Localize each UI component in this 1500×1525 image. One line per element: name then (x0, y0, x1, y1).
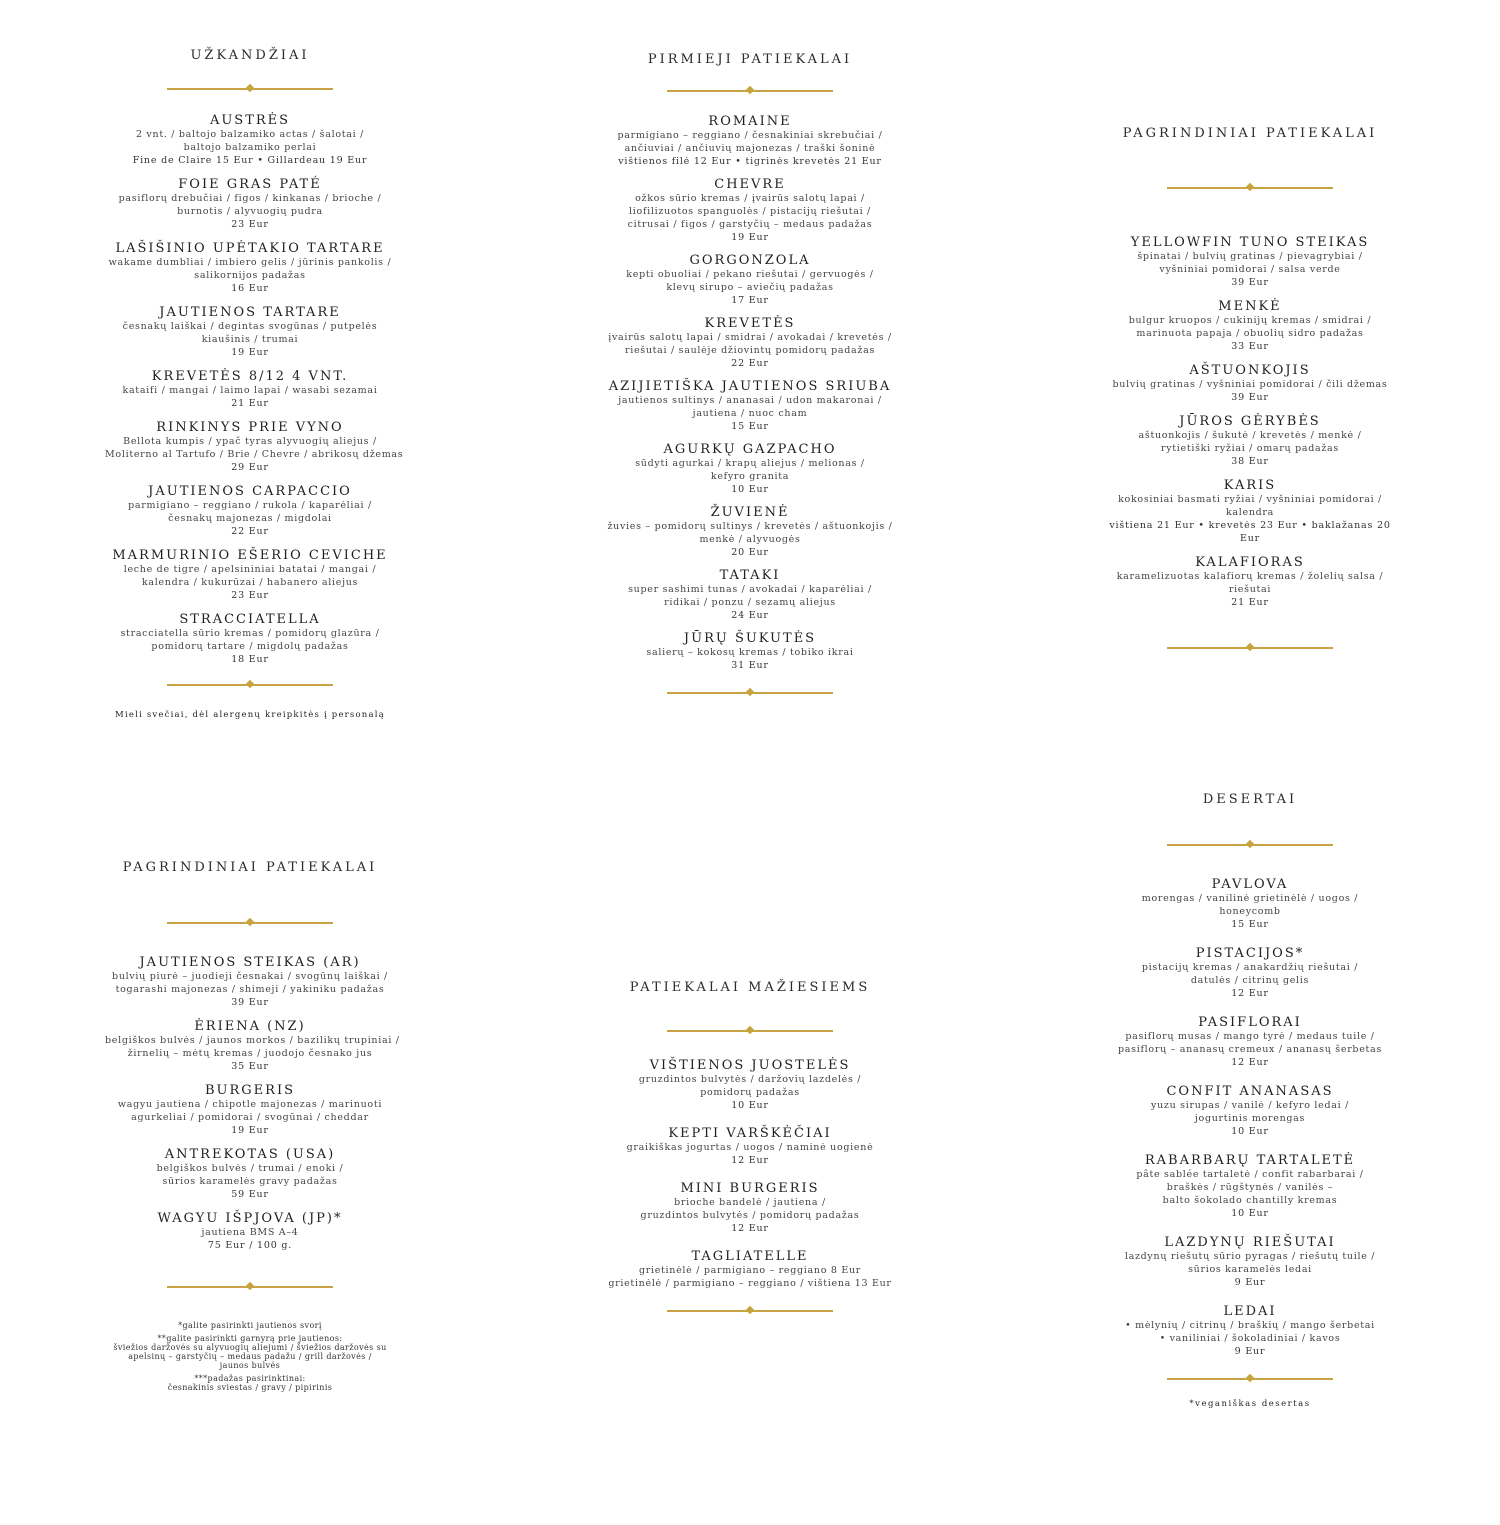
description-line: 2 vnt. / baltojo balzamiko actas / šalotai / (135, 129, 365, 140)
menu-item-price: 10 Eur (731, 1100, 769, 1111)
menu-item-name: PASIFLORAI (1198, 1015, 1302, 1030)
menu-item-name: BURGERIS (204, 1083, 295, 1098)
description-line: belgiškos bulvės / jaunos morkos / bazilikų trupiniai / (105, 1035, 400, 1046)
menu-item-price: 23 Eur (231, 219, 269, 230)
menu-item-name: LAŠIŠINIO UPĖTAKIO TARTARE (115, 241, 385, 256)
description-line: gruzdintos bulvytės / pomidorų padažas (640, 1210, 860, 1221)
menu-item-description (605, 646, 895, 659)
description-line: karamelizuotas kalafiorų kremas / žolelių salsa / (1116, 571, 1384, 582)
description-line: pasiflorų musas / mango tyrė / medaus tuile / (1125, 1031, 1375, 1042)
menu-item-description (605, 331, 895, 357)
description-line: klevų sirupo – aviečių padažas (666, 282, 834, 293)
menu-item-price: 15 Eur (731, 421, 769, 432)
menu-item (605, 1058, 895, 1112)
menu-item-description (1105, 378, 1395, 391)
description-line: kepti obuoliai / pekano riešutai / gervuogės / (626, 269, 874, 280)
menu-item-name: AŠTUONKOJIS (1189, 363, 1311, 378)
gold-divider (167, 1282, 333, 1292)
menu-item-description (1105, 493, 1395, 519)
section-uzkandziai (105, 48, 404, 720)
menu-item (105, 1147, 395, 1201)
description-line: įvairūs salotų lapai / smidrai / avokadai / krevetės / (608, 332, 892, 343)
allergen-note: Mieli svečiai, dėl alergenų kreipkitės į personalą (115, 710, 385, 720)
menu-item (1105, 1015, 1395, 1069)
gold-divider (667, 86, 833, 96)
menu-item (1105, 414, 1395, 468)
menu-item (105, 305, 395, 359)
menu-item (1105, 235, 1395, 289)
menu-item-name: WAGYU IŠPJOVA (JP)* (157, 1211, 343, 1226)
description-line: bulvių gratinas / vyšniniai pomidorai / čili džemas (1112, 379, 1388, 390)
description-line: kalendra / kukurūzai / habanero aliejus (141, 577, 359, 588)
description-line: grietinėlė / parmigiano – reggiano 8 Eur (638, 1265, 862, 1276)
menu-item-name: MENKĖ (1218, 299, 1282, 314)
gold-divider (167, 918, 333, 928)
menu-item (105, 177, 395, 231)
description-line: yuzu sirupas / vanilė / kefyro ledai / (1151, 1100, 1349, 1111)
gold-divider (1167, 643, 1333, 653)
description-line: pasiflorų drebučiai / figos / kinkanas / brioche / (118, 193, 382, 204)
description-line: menkė / alyvuogės (699, 534, 801, 545)
menu-item-price: 17 Eur (731, 295, 769, 306)
footnote-line: **galite pasirinkti garnyrą prie jautienos: (157, 1334, 343, 1343)
footnote-line: šviežios daržovės su alyvuogių aliejumi / šviežios daržovės su (113, 1343, 387, 1352)
description-line: brioche bandelė / jautiena / (674, 1197, 826, 1208)
menu-item-price: 10 Eur (1231, 1208, 1269, 1219)
menu-item-price: 19 Eur (731, 232, 769, 243)
description-line: stracciatella sūrio kremas / pomidorų glazūra / (120, 628, 380, 639)
menu-item-list (605, 1058, 895, 1290)
menu-item (105, 1019, 400, 1073)
description-line: česnakų majonezas / migdolai (168, 513, 332, 524)
menu-item-name: TAGLIATELLE (691, 1249, 809, 1264)
menu-item-name: CONFIT ANANASAS (1166, 1084, 1334, 1099)
menu-item-price: 23 Eur (231, 590, 269, 601)
description-line: wagyu jautiena / chipotle majonezas / marinuoti (117, 1099, 383, 1110)
menu-item-description (105, 1162, 395, 1188)
menu-item-name: LEDAI (1223, 1304, 1277, 1319)
menu-item-name: KEPTI VARŠKĖČIAI (668, 1126, 832, 1141)
menu-item (605, 379, 895, 433)
description-line: burnotis / alyvuogių pudra (177, 206, 323, 217)
beef-footnotes (105, 1321, 395, 1392)
menu-item (105, 1211, 395, 1252)
menu-item-price: 9 Eur (1234, 1346, 1266, 1357)
description-line: kataifi / mangai / laimo lapai / wasabi sezamai (122, 385, 378, 396)
menu-item-price: vištiena 21 Eur • krevetės 23 Eur • baklažanas 20 Eur (1109, 520, 1391, 544)
section-title: PAGRINDINIAI PATIEKALAI (1122, 126, 1378, 141)
gold-divider (1167, 183, 1333, 193)
menu-item-name: MARMURINIO EŠERIO CEVICHE (112, 548, 388, 563)
description-line: leche de tigre / apelsininiai batatai / mangai / (123, 564, 377, 575)
menu-item (605, 1249, 895, 1290)
menu-item-name: JŪROS GĖRYBĖS (1179, 414, 1321, 429)
description-line: honeycomb (1219, 906, 1281, 917)
menu-item-description (1105, 961, 1395, 987)
description-line: baltojo balzamiko perlai (183, 142, 317, 153)
menu-item-name: YELLOWFIN TUNO STEIKAS (1130, 235, 1370, 250)
menu-item-description (105, 1226, 395, 1239)
description-line: pomidorų padažas (700, 1087, 800, 1098)
menu-item (605, 253, 895, 307)
section-title: DESERTAI (1202, 792, 1298, 807)
menu-item (1105, 877, 1395, 931)
description-line: togarashi majonezas / shimeji / yakiniku padažas (115, 984, 385, 995)
menu-item (605, 631, 895, 672)
menu-item (605, 442, 895, 496)
menu-item (605, 114, 895, 168)
menu-item-price: 39 Eur (1231, 277, 1269, 288)
menu-item (605, 316, 895, 370)
menu-item (1105, 555, 1395, 609)
description-line: sūrios karamelės gravy padažas (162, 1176, 338, 1187)
description-line: pâte sablée tartaletė / confit rabarbarai / (1136, 1169, 1364, 1180)
menu-item-price: 31 Eur (731, 660, 769, 671)
menu-item-description (105, 320, 395, 346)
menu-item-price: 38 Eur (1231, 456, 1269, 467)
description-line: kalendra (1225, 507, 1275, 518)
menu-item-description (105, 1034, 400, 1060)
description-line: belgiškos bulvės / trumai / enoki / (156, 1163, 344, 1174)
menu-item-price: Fine de Claire 15 Eur • Gillardeau 19 Eur (132, 155, 368, 166)
menu-item (1105, 1153, 1395, 1220)
menu-item-description (1105, 892, 1395, 918)
menu-item-name: ROMAINE (708, 114, 792, 129)
menu-item-name: RABARBARŲ TARTALETĖ (1144, 1153, 1356, 1168)
section-title: PAGRINDINIAI PATIEKALAI (122, 860, 378, 875)
menu-item-name: STRACCIATELLA (179, 612, 321, 627)
menu-item-description (105, 1098, 395, 1124)
menu-item-description (605, 394, 895, 420)
menu-item (105, 484, 395, 538)
menu-item (105, 420, 404, 474)
menu-item-description (1105, 1168, 1395, 1207)
description-line: wakame dumbliai / imbiero gelis / jūrinis pankolis / (108, 257, 392, 268)
menu-item-description (105, 627, 395, 653)
description-line: morengas / vanilinė grietinėlė / uogos / (1141, 893, 1359, 904)
description-line: vyšniniai pomidorai / salsa verde (1159, 264, 1341, 275)
description-line: aštuonkojis / šukutė / krevetės / menkė / (1138, 430, 1362, 441)
menu-item-description (605, 1196, 895, 1222)
menu-item-name: KREVETĖS (704, 316, 796, 331)
menu-item-price: 19 Eur (231, 347, 269, 358)
description-line: braškės / rūgštynės / vanilės – (1166, 1182, 1334, 1193)
menu-item-name: LAZDYNŲ RIEŠUTAI (1164, 1235, 1336, 1250)
description-line: jautiena BMS A–4 (201, 1227, 299, 1238)
description-line: • vaniliniai / šokoladiniai / kavos (1159, 1333, 1341, 1344)
menu-item-description (1105, 1250, 1395, 1276)
menu-item-name: FOIE GRAS PATÉ (178, 177, 322, 192)
menu-item-description (105, 384, 395, 397)
menu-item-price: 20 Eur (731, 547, 769, 558)
menu-item-name: AUSTRĖS (209, 113, 291, 128)
description-line: grietinėlė / parmigiano – reggiano / vištiena 13 Eur (608, 1278, 892, 1289)
menu-item-description (605, 1264, 895, 1290)
menu-item-price: vištienos filė 12 Eur • tigrinės krevetės 21 Eur (618, 156, 882, 167)
menu-item (605, 1126, 895, 1167)
menu-item-price: 29 Eur (231, 462, 269, 473)
menu-item (105, 955, 395, 1009)
menu-item (1105, 946, 1395, 1000)
description-line: ožkos sūrio kremas / įvairūs salotų lapai / (635, 193, 865, 204)
section-title: UŽKANDŽIAI (190, 48, 310, 63)
menu-item (1105, 299, 1395, 353)
menu-item-description (1105, 250, 1395, 276)
menu-item-name: KREVETĖS 8/12 4 VNT. (151, 369, 349, 384)
menu-item-name: ŽUVIENĖ (710, 505, 790, 520)
menu-item-name: PISTACIJOS* (1195, 946, 1305, 961)
footnote-line: jaunos bulvės (219, 1361, 281, 1370)
menu-item-list (105, 113, 404, 666)
menu-item-price: 24 Eur (731, 610, 769, 621)
menu-item-list (605, 114, 895, 672)
description-line: datulės / citrinų gelis (1190, 975, 1310, 986)
menu-item-name: JAUTIENOS CARPACCIO (148, 484, 352, 499)
menu-item-description (605, 457, 895, 483)
menu-item (105, 612, 395, 666)
menu-item (105, 113, 395, 167)
menu-item (605, 505, 895, 559)
menu-item-price: 10 Eur (1231, 1126, 1269, 1137)
description-line: salikornijos padažas (194, 270, 306, 281)
menu-item-price: 15 Eur (1231, 919, 1269, 930)
gold-divider (1167, 1374, 1333, 1384)
description-line: žuvies – pomidorų sultinys / krevetės / aštuonkojis / (607, 521, 893, 532)
menu-item-price: 12 Eur (731, 1155, 769, 1166)
menu-item-name: KALAFIORAS (1195, 555, 1305, 570)
menu-item-description (605, 129, 895, 155)
menu-item-description (105, 128, 395, 154)
menu-item-name: PAVLOVA (1211, 877, 1289, 892)
menu-item-price: 75 Eur / 100 g. (207, 1240, 293, 1251)
menu-item-description (605, 268, 895, 294)
description-line: graikiškas jogurtas / uogos / naminė uogienė (626, 1142, 874, 1153)
footnote-line: ***padažas pasirinktinai: (194, 1374, 306, 1383)
description-line: kokosiniai basmati ryžiai / vyšniniai pomidorai / (1118, 494, 1382, 505)
menu-item-price: 21 Eur (1231, 597, 1269, 608)
menu-item-description (605, 192, 895, 231)
description-line: žirnelių – mėtų kremas / juodojo česnako jus (127, 1048, 373, 1059)
menu-item-name: VIŠTIENOS JUOSTELĖS (649, 1058, 851, 1073)
menu-item-description (105, 192, 395, 218)
menu-item-name: JAUTIENOS STEIKAS (AR) (139, 955, 361, 970)
menu-item-name: MINI BURGERIS (680, 1181, 820, 1196)
description-line: sūrios karamelės ledai (1188, 1264, 1312, 1275)
description-line: jautienos sultinys / ananasai / udon makaronai / (618, 395, 882, 406)
menu-item-description (105, 435, 404, 461)
section-pirmieji (605, 52, 895, 698)
menu-item-description (1105, 429, 1395, 455)
gold-divider (667, 1306, 833, 1316)
description-line: pasiflorų – ananasų cremeux / ananasų šerbetas (1118, 1044, 1382, 1055)
description-line: bulvių piurė – juodieji česnakai / svogūnų laiškai / (112, 971, 388, 982)
menu-item (605, 177, 895, 244)
description-line: riešutai / saulėje džiovintų pomidorų padažas (624, 345, 876, 356)
menu-item (1105, 1084, 1395, 1138)
menu-item (605, 1181, 895, 1235)
description-line: pistacijų kremas / anakardžių riešutai / (1141, 962, 1359, 973)
menu-item-price: 21 Eur (231, 398, 269, 409)
section-title: PIRMIEJI PATIEKALAI (647, 52, 853, 67)
description-line: ančiuviai / ančiuvių majonezas / traški šoninė (624, 143, 876, 154)
menu-item-name: RINKINYS PRIE VYNO (156, 420, 344, 435)
menu-item-description (105, 256, 395, 282)
menu-item-price: 39 Eur (231, 997, 269, 1008)
description-line: Moliterno al Tartufo / Brie / Chevre / abrikosų džemas (105, 449, 404, 460)
footnote-line: apelsinų – garstyčių – medaus padažu / grill daržovės / (128, 1352, 372, 1361)
menu-item-description (605, 520, 895, 546)
description-line: česnakų laiškai / degintas svogūnas / putpelės (122, 321, 378, 332)
menu-item (605, 568, 895, 622)
description-line: ridikai / ponzu / sezamų aliejus (664, 597, 836, 608)
section-pagrindiniai-2 (105, 860, 400, 1392)
menu-item-price: 22 Eur (231, 526, 269, 537)
menu-item-description (605, 1141, 895, 1154)
section-pagrindiniai-1 (1105, 126, 1395, 653)
menu-item-price: 22 Eur (731, 358, 769, 369)
menu-item-description (105, 563, 395, 589)
description-line: salierų – kokosų kremas / tobiko ikrai (646, 647, 854, 658)
menu-item-description (1105, 1099, 1395, 1125)
menu-item-description (1105, 1030, 1395, 1056)
gold-divider (167, 84, 333, 94)
description-line: kefyro granita (710, 471, 790, 482)
menu-item-name: AZIJIETIŠKA JAUTIENOS SRIUBA (608, 379, 892, 394)
section-maziesiems (605, 980, 895, 1316)
menu-item-name: GORGONZOLA (689, 253, 811, 268)
menu-item-name: KARIS (1223, 478, 1277, 493)
description-line: riešutai (1228, 584, 1272, 595)
menu-item (1105, 478, 1395, 545)
menu-item-list (105, 955, 400, 1252)
description-line: rytietiški ryžiai / omarų padažas (1160, 443, 1340, 454)
menu-item-price: 18 Eur (231, 654, 269, 665)
menu-item-name: JŪRŲ ŠUKUTĖS (683, 631, 817, 646)
menu-item-price: 33 Eur (1231, 341, 1269, 352)
description-line: gruzdintos bulvytės / daržovių lazdelės / (638, 1074, 862, 1085)
menu-item (105, 1083, 395, 1137)
description-line: super sashimi tunas / avokadai / kaparėliai / (628, 584, 872, 595)
menu-item-price: 59 Eur (231, 1189, 269, 1200)
menu-item-description (105, 499, 395, 525)
menu-item-price: 10 Eur (731, 484, 769, 495)
menu-item-description (1105, 570, 1395, 596)
section-title: PATIEKALAI MAŽIESIEMS (629, 980, 871, 995)
description-line: jautiena / nuoc cham (692, 408, 808, 419)
menu-item-price: 16 Eur (231, 283, 269, 294)
menu-item-price: 35 Eur (231, 1061, 269, 1072)
footnote-line: *galite pasirinkti jautienos svorį (178, 1321, 322, 1330)
description-line: špinatai / bulvių gratinas / pievagrybiai / (1137, 251, 1363, 262)
menu-item-name: ĖRIENA (NZ) (194, 1019, 306, 1034)
description-line: marinuota papaja / obuolių sidro padažas (1136, 328, 1364, 339)
description-line: • mėlynių / citrinų / braškių / mango šerbetai (1125, 1320, 1375, 1331)
menu-item-price: 39 Eur (1231, 392, 1269, 403)
menu-item-price: 9 Eur (1234, 1277, 1266, 1288)
menu-item-name: TATAKI (719, 568, 781, 583)
description-line: pomidorų tartare / migdolų padažas (151, 641, 349, 652)
description-line: lazdynų riešutų sūrio pyragas / riešutų tuile / (1124, 1251, 1376, 1262)
description-line: jogurtinis morengas (1194, 1113, 1306, 1124)
vegan-note: *veganiškas desertas (1189, 1399, 1311, 1409)
menu-item-price: 19 Eur (231, 1125, 269, 1136)
gold-divider (1167, 840, 1333, 850)
description-line: balto šokolado chantilly kremas (1162, 1195, 1338, 1206)
menu-item-description (1105, 314, 1395, 340)
description-line: agurkeliai / pomidorai / svogūnai / cheddar (131, 1112, 369, 1123)
menu-item-description (105, 970, 395, 996)
description-line: parmigiano – reggiano / rukola / kaparėliai / (128, 500, 372, 511)
menu-item-name: ANTREKOTAS (USA) (164, 1147, 336, 1162)
description-line: citrusai / figos / garstyčių – medaus padažas (627, 219, 873, 230)
menu-item-list (1105, 877, 1395, 1358)
menu-item (1105, 1304, 1395, 1358)
menu-item-name: AGURKŲ GAZPACHO (663, 442, 837, 457)
footnote-line: česnakinis sviestas / gravy / pipirinis (167, 1383, 333, 1392)
section-desertai (1105, 792, 1395, 1409)
menu-item-price: 12 Eur (1231, 1057, 1269, 1068)
menu-item-description (1105, 1319, 1395, 1345)
menu-item-name: CHEVRE (714, 177, 786, 192)
menu-item (105, 241, 395, 295)
menu-item (105, 548, 395, 602)
gold-divider (667, 688, 833, 698)
menu-item-description (605, 583, 895, 609)
gold-divider (667, 1026, 833, 1036)
menu-item (1105, 1235, 1395, 1289)
menu-item-list (1105, 235, 1395, 609)
description-line: kiaušinis / trumai (201, 334, 299, 345)
description-line: sūdyti agurkai / krapų aliejus / melionas / (635, 458, 865, 469)
menu-item (1105, 363, 1395, 404)
description-line: Bellota kumpis / ypač tyras alyvuogių aliejus / (123, 436, 377, 447)
menu-item (105, 369, 395, 410)
gold-divider (167, 680, 333, 690)
menu-item-description (605, 1073, 895, 1099)
menu-item-name: JAUTIENOS TARTARE (159, 305, 341, 320)
description-line: liofilizuotos spanguolės / pistacijų riešutai / (629, 206, 871, 217)
menu-item-price: 12 Eur (731, 1223, 769, 1234)
description-line: bulgur kruopos / cukinijų kremas / smidrai / (1128, 315, 1372, 326)
description-line: parmigiano – reggiano / česnakiniai skrebučiai / (617, 130, 883, 141)
menu-item-price: 12 Eur (1231, 988, 1269, 999)
